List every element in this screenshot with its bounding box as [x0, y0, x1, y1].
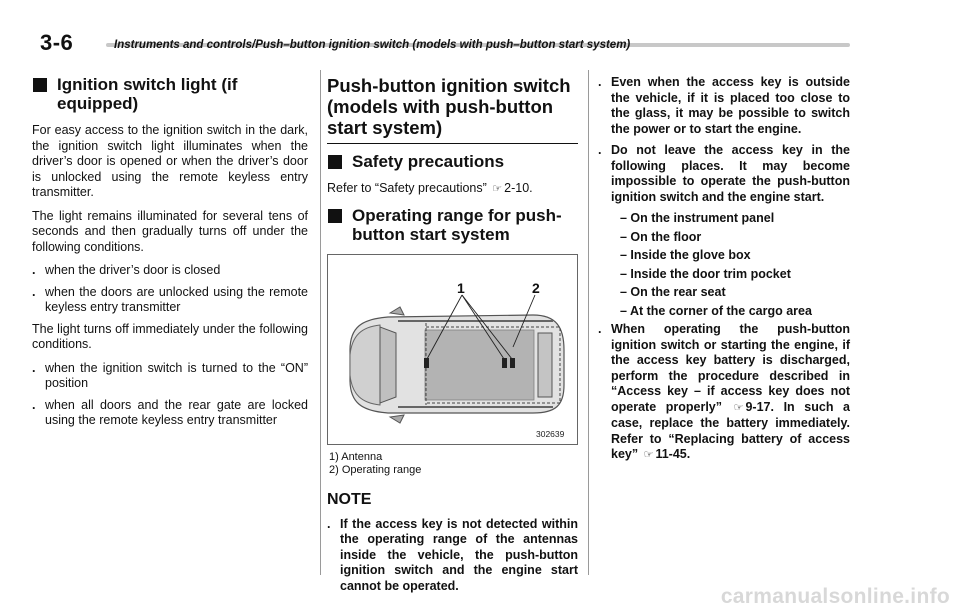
- paragraph: For easy access to the ignition switch in the dark, the ignition switch light illuminates when the driver’s door is opened or when the driver’s door is unlocked using the remote keyless entry transmitter.: [32, 123, 308, 199]
- column-right: [598, 75, 850, 470]
- figure-code: 302639: [536, 428, 565, 439]
- place-item: – Inside the door trim pocket: [620, 266, 791, 281]
- paragraph: The light turns off immediately under the following conditions.: [32, 321, 308, 351]
- vehicle-top-view-icon: [328, 255, 577, 444]
- page-ref-arrow-icon: ☞: [733, 401, 744, 414]
- bullet-icon: .: [32, 397, 36, 412]
- section-square-icon: [328, 209, 342, 223]
- list-item: . When operating the push-button ignition switch or starting the engine, if the access key battery is discharged, perform the procedure described in “Access key – if access key does not operate properly” ☞ 9-17. In such a case, replace the battery immediately. Refer to “Replacing battery of access key” ☞ 11-45.: [598, 322, 850, 464]
- place-item: – At the corner of the cargo area: [620, 303, 812, 318]
- paragraph: The light remains illuminated for several tens of seconds and then gradually turns off under the following conditions.: [32, 208, 308, 254]
- bullet-icon: .: [327, 516, 331, 531]
- chapter-heading: Push-button ignition switch (models with push-button start system): [327, 75, 578, 144]
- column-divider-2: [588, 70, 589, 575]
- figure-label-2: 2: [532, 279, 540, 296]
- figure-label-1: 1: [457, 279, 465, 296]
- note-title: NOTE: [327, 490, 372, 508]
- page-number: 3-6: [40, 30, 74, 55]
- column-divider-1: [320, 70, 321, 575]
- bullet-icon: .: [32, 360, 36, 375]
- bullet-icon: .: [32, 284, 36, 299]
- header-title: Instruments and controls/Push–button ignition switch (models with push–button start system): [114, 39, 631, 51]
- column-left: [32, 75, 308, 435]
- place-item: – On the rear seat: [620, 285, 726, 299]
- column-middle: [327, 75, 578, 600]
- place-item: – On the floor: [620, 229, 702, 244]
- section-heading-safety: Safety precautions: [327, 152, 578, 171]
- section-square-icon: [33, 78, 47, 92]
- page-header: [40, 30, 850, 60]
- vehicle-diagram: [327, 254, 578, 445]
- section-heading-operating-range: Operating range for push-button start system: [327, 206, 578, 244]
- list-item: . when all doors and the rear gate are locked using the remote keyless entry transmitter: [32, 397, 308, 427]
- list-item: . Even when the access key is outside the vehicle, if it is placed too close to the glass, it may be possible to switch the power or to start the engine.: [598, 75, 850, 136]
- caption-antenna: 1) Antenna: [329, 450, 383, 463]
- place-item: – Inside the glove box: [620, 248, 751, 262]
- bullet-icon: .: [32, 263, 36, 277]
- list-item: . when the driver’s door is closed: [32, 263, 221, 277]
- list-item: . when the ignition switch is turned to the “ON” position: [32, 360, 308, 390]
- bullet-icon: .: [598, 75, 602, 89]
- caption-operating-range: 2) Operating range: [329, 463, 422, 476]
- bullet-icon: .: [598, 322, 602, 336]
- list-item: . when the doors are unlocked using the remote keyless entry transmitter: [32, 284, 308, 314]
- section-square-icon: [328, 155, 342, 169]
- bullet-icon: .: [598, 143, 602, 157]
- list-item: . Do not leave the access key in the following places. It may become impossible to operate the push-button ignition switch and the engine start.: [598, 143, 850, 204]
- place-item: – On the instrument panel: [620, 211, 775, 225]
- page-ref-arrow-icon: ☞: [643, 449, 654, 461]
- section-heading-ignition-light: Ignition switch light (if equipped): [32, 75, 308, 113]
- watermark: carmanualsonline.info: [720, 585, 950, 608]
- note-item: . If the access key is not detected within the operating range of the antennas inside the vehicle, the push-button ignition switch and the engine start cannot be operated.: [327, 516, 578, 593]
- page-ref-arrow-icon: ☞: [492, 183, 503, 195]
- reference-line: Refer to “Safety precautions” ☞ 2-10.: [327, 181, 533, 195]
